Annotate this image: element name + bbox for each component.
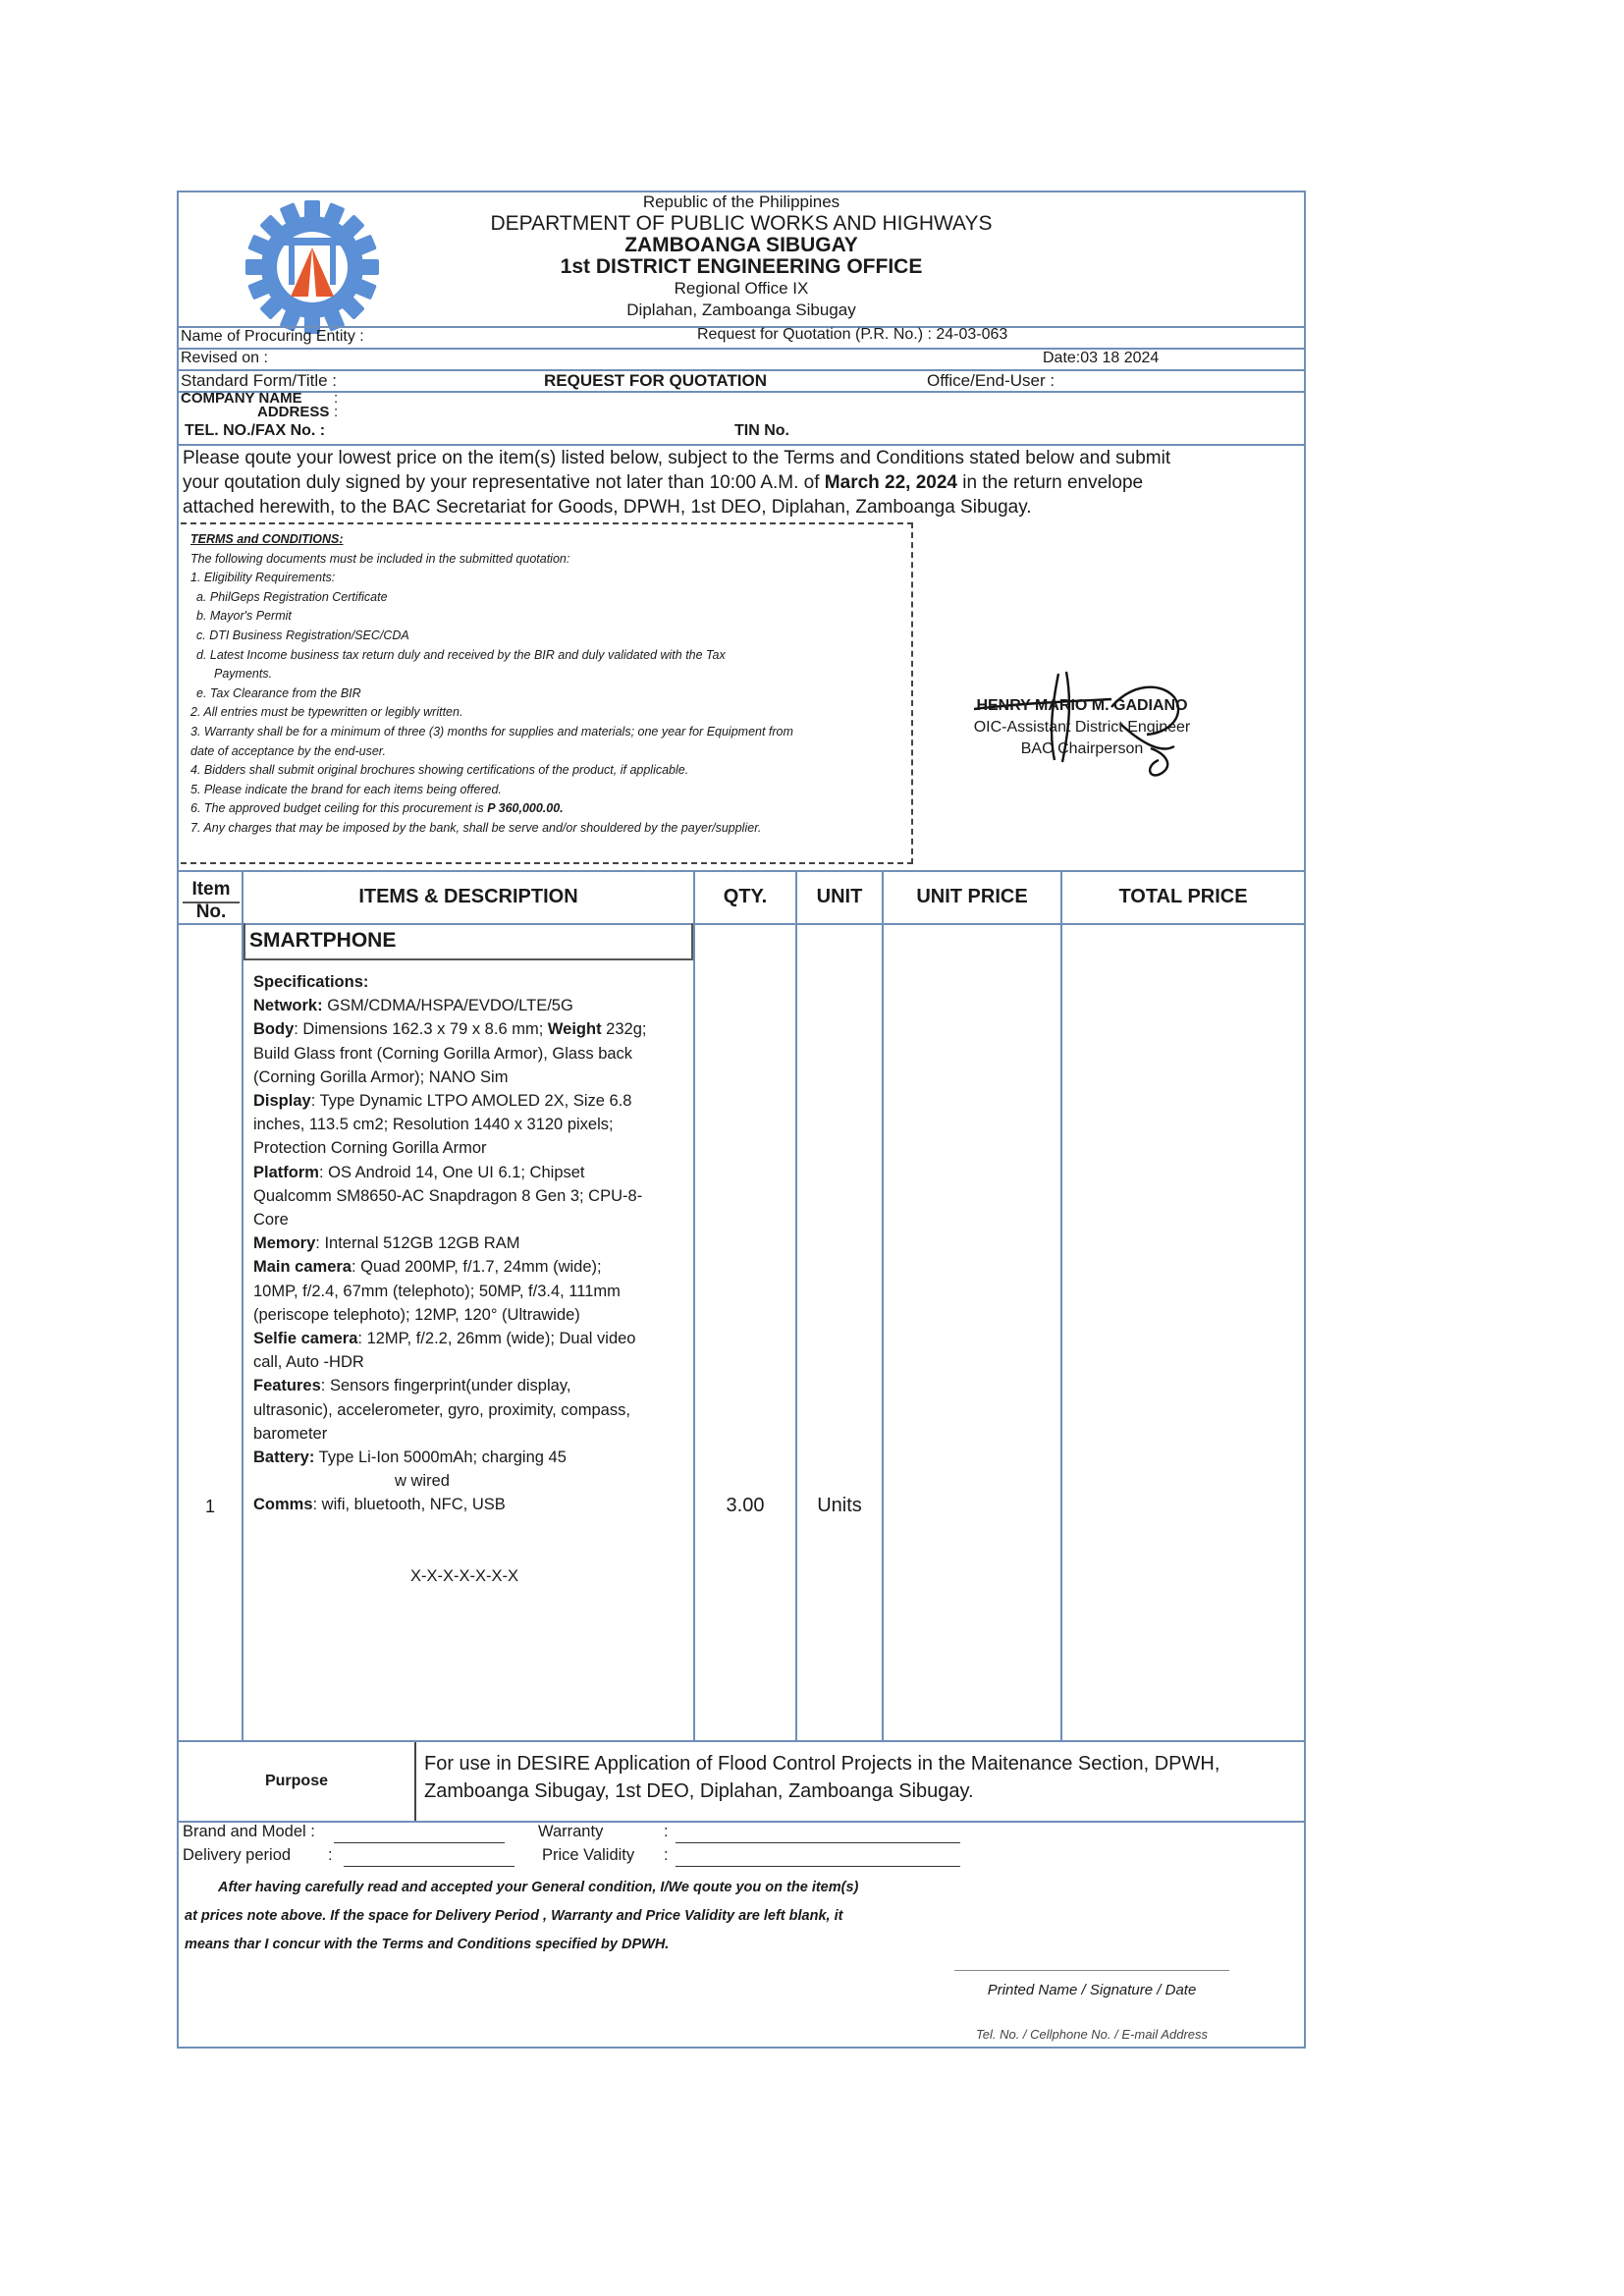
item-number: 1 — [204, 1497, 215, 1516]
specs-title: Specifications: — [253, 973, 369, 991]
terms-line: 2. All entries must be typewritten or legibly written. — [190, 705, 463, 720]
submission-deadline: March 22, 2024 — [824, 472, 957, 493]
office-end-user-label: Office/End-User : — [927, 371, 1056, 390]
spec-line: Qualcomm SM8650-AC Snapdragon 8 Gen 3; CPU-8- — [253, 1186, 643, 1205]
revised-on-label: Revised on : — [181, 350, 268, 366]
unit-price-header: UNIT PRICE — [916, 885, 1028, 907]
product-specifications — [253, 970, 690, 1588]
tel-fax-label: TEL. NO./FAX No. : — [185, 422, 326, 439]
terms-line: b. Mayor's Permit — [196, 609, 292, 624]
delivery-period-field[interactable] — [344, 1866, 514, 1867]
terms-line: e. Tax Clearance from the BIR — [196, 685, 361, 700]
brand-model-label: Brand and Model : — [183, 1823, 315, 1840]
unit-header: UNIT — [816, 885, 863, 907]
closing-statement: After having carefully read and accepted your General condition, I/We qoute you on the item(s) at prices note above. If the space for Delivery Period , Warranty and Price Validity are left blank, it means thar I concur with the Terms and Conditions specified by DPWH. — [185, 1880, 859, 1952]
spec-line: Platform: OS Android 14, One UI 6.1; Chipset — [253, 1163, 585, 1181]
spec-line: ultrasonic), accelerometer, gyro, proximity, compass, — [253, 1400, 630, 1419]
purpose-label: Purpose — [264, 1773, 328, 1789]
signature-line[interactable] — [954, 1970, 1229, 1971]
office-location: Diplahan, Zamboanga Sibugay — [626, 301, 856, 319]
province-name: ZAMBOANGA SIBUGAY — [624, 234, 858, 256]
region-name: Regional Office IX — [674, 279, 809, 298]
spec-line: Body: Dimensions 162.3 x 79 x 8.6 mm; Weight 232g; — [253, 1020, 647, 1039]
signatory-name: HENRY MARIO M. GADIANO — [976, 697, 1188, 714]
address-colon: : — [334, 404, 339, 420]
spec-line: Build Glass front (Corning Gorilla Armor), Glass back — [253, 1044, 633, 1063]
rfq-form — [177, 191, 1306, 2049]
terms-line: The following documents must be included in the submitted quotation: — [190, 551, 570, 566]
spec-line: Core — [253, 1211, 289, 1230]
instructions — [183, 446, 1272, 519]
spec-line: 10MP, f/2.4, 67mm (telephoto); 50MP, f/3.4, 111mm — [253, 1282, 621, 1300]
spec-line: Protection Corning Gorilla Armor — [253, 1139, 487, 1158]
spec-line: w wired — [395, 1472, 450, 1491]
contact-details: Tel. No. / Cellphone No. / E-mail Address — [975, 2027, 1209, 2042]
tin-label: TIN No. — [734, 422, 789, 439]
terms-line: 4. Bidders shall submit original brochures showing certifications of the product, if applicable. — [190, 763, 689, 778]
printed-name-signature-date: Printed Name / Signature / Date — [987, 1982, 1197, 1998]
republic-line: Republic of the Philippines — [642, 192, 840, 211]
terms-line: d. Latest Income business tax return duly and received by the BIR and duly validated with the Tax — [196, 647, 726, 662]
product-name: SMARTPHONE — [244, 923, 693, 960]
signatory-title: OIC-Assistant District Engineer — [973, 719, 1191, 736]
item-qty: 3.00 — [726, 1495, 765, 1516]
spec-line: call, Auto -HDR — [253, 1353, 364, 1372]
spec-line: (periscope telephoto); 12MP, 120° (Ultrawide) — [253, 1305, 580, 1324]
spec-line: Features: Sensors fingerprint(under display, — [253, 1377, 571, 1395]
address-label: ADDRESS — [257, 404, 330, 420]
spec-line: Network: GSM/CDMA/HSPA/EVDO/LTE/5G — [253, 997, 573, 1015]
company-name-colon: : — [334, 390, 339, 407]
bac-chairperson — [935, 695, 1229, 760]
item-unit: Units — [817, 1495, 862, 1516]
spec-line: Battery: Type Li-Ion 5000mAh; charging 45 — [253, 1449, 567, 1467]
spec-line: Comms: wifi, bluetooth, NFC, USB — [253, 1496, 506, 1514]
instructions-line-1: Please qoute your lowest price on the item(s) listed below, subject to the Terms and Conditions stated below and submit — [183, 448, 1171, 468]
price-validity-colon: : — [664, 1846, 669, 1864]
spec-line: barometer — [253, 1424, 328, 1443]
department-name: DEPARTMENT OF PUBLIC WORKS AND HIGHWAYS — [490, 212, 993, 235]
terms-line: a. PhilGeps Registration Certificate — [196, 589, 388, 604]
price-validity-label: Price Validity — [542, 1846, 635, 1864]
terms-line: 3. Warranty shall be for a minimum of three (3) months for supplies and materials; one year for Equipment from — [190, 724, 793, 738]
purpose-text: For use in DESIRE Application of Flood Control Projects in the Maitenance Section, DPWH, Zamboanga Sibugay, 1st DEO, Diplahan, Zamboanga Sibugay. — [424, 1753, 1220, 1802]
office-name: 1st DISTRICT ENGINEERING OFFICE — [560, 255, 923, 278]
spec-line: Memory: Internal 512GB 12GB RAM — [253, 1234, 520, 1253]
terms-line: 7. Any charges that may be imposed by the bank, shall be serve and/or shouldered by the payer/supplier. — [190, 820, 762, 835]
spec-line: Selfie camera: 12MP, f/2.2, 26mm (wide); Dual video — [253, 1330, 636, 1348]
spec-line: (Corning Gorilla Armor); NANO Sim — [253, 1067, 509, 1086]
spec-line: Main camera: Quad 200MP, f/1.7, 24mm (wide); — [253, 1258, 602, 1277]
item-no-header-sub: No. — [195, 902, 227, 922]
brand-model-field[interactable] — [334, 1842, 505, 1843]
terms-line: date of acceptance by the end-user. — [190, 743, 386, 758]
qty-header: QTY. — [723, 885, 768, 907]
signatory-role: BAC Chairperson — [1020, 740, 1144, 757]
procuring-entity-label: Name of Procuring Entity : — [181, 328, 364, 345]
item-no-header: Item — [191, 879, 231, 900]
warranty-field[interactable] — [676, 1842, 960, 1843]
terms-title: TERMS and CONDITIONS: — [190, 532, 344, 546]
terms-and-conditions — [190, 530, 907, 839]
terms-line: 5. Please indicate the brand for each items being offered. — [190, 782, 502, 796]
instructions-line-3: attached herewith, to the BAC Secretariat for Goods, DPWH, 1st DEO, Diplahan, Zamboanga Sibugay. — [183, 497, 1032, 518]
rfq-date: Date:03 18 2024 — [1043, 350, 1160, 366]
delivery-period-label: Delivery period — [183, 1846, 292, 1864]
budget-ceiling: P 360,000.00. — [487, 801, 564, 816]
terms-line: c. DTI Business Registration/SEC/CDA — [196, 628, 409, 642]
delivery-period-colon: : — [328, 1846, 333, 1864]
rfq-number: Request for Quotation (P.R. No.) : 24-03-063 — [697, 326, 1008, 343]
price-validity-field[interactable] — [676, 1866, 960, 1867]
terms-line: Payments. — [214, 667, 273, 682]
spec-line: Display: Type Dynamic LTPO AMOLED 2X, Size 6.8 — [253, 1092, 632, 1111]
warranty-colon: : — [664, 1823, 669, 1840]
form-title: REQUEST FOR QUOTATION — [544, 371, 767, 390]
description-header: ITEMS & DESCRIPTION — [358, 885, 578, 907]
items-table — [179, 870, 1304, 1742]
total-price-header: TOTAL PRICE — [1118, 885, 1248, 907]
instructions-line-2: your qoutation duly signed by your representative not later than 10:00 A.M. of March 22, 2024 in the return envelope — [183, 472, 1144, 493]
terms-budget-line: 6. The approved budget ceiling for this procurement is P 360,000.00. — [190, 801, 564, 816]
warranty-label: Warranty — [538, 1823, 604, 1840]
end-of-items-mark: X-X-X-X-X-X-X — [410, 1566, 519, 1585]
company-name-label: COMPANY NAME — [181, 390, 302, 407]
terms-line: 1. Eligibility Requirements: — [190, 571, 336, 585]
spec-line: inches, 113.5 cm2; Resolution 1440 x 3120 pixels; — [253, 1116, 614, 1134]
standard-form-label: Standard Form/Title : — [181, 371, 338, 390]
